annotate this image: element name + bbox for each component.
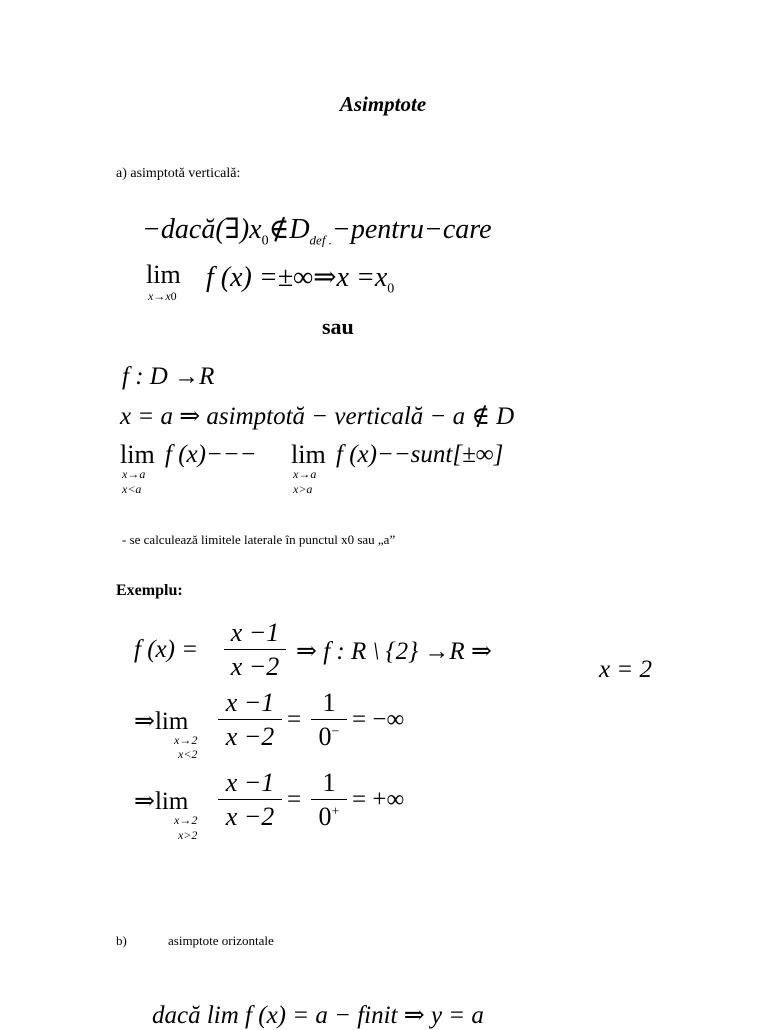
lim-right-sub1: x→a xyxy=(293,467,317,481)
line1-rest: −pentru−care xyxy=(331,214,492,245)
eq2-fraction xyxy=(218,690,282,750)
formula-line-2 xyxy=(206,260,394,298)
formula-line-5-end: f (x)−−sunt[±∞] xyxy=(336,441,504,468)
eq2-den-sup: − xyxy=(331,724,340,740)
eq3-denominator: x −2 xyxy=(225,802,275,831)
lim-right-sub2: x>a xyxy=(293,482,313,496)
eq3-den-zero: 0 xyxy=(318,802,332,831)
eq1-fraction xyxy=(224,620,286,680)
eq2-equals: = xyxy=(287,706,302,733)
eq3-fraction-2 xyxy=(311,770,347,830)
eq3-equals: = xyxy=(287,786,302,813)
formula-line-3: f : D →R xyxy=(122,363,215,390)
eq2-denominator: x −2 xyxy=(225,722,275,751)
lim-left-sub1: x→a xyxy=(122,467,146,481)
section-b-number: b) xyxy=(116,933,127,948)
lim-word-right: lim xyxy=(291,440,326,469)
eq2-fraction-bar-2 xyxy=(311,719,347,720)
formula-line-4: x = a ⇒ asimptotă − verticală − a ∉ D xyxy=(120,403,515,430)
eq3-denominator-2 xyxy=(311,804,347,830)
eq3-fraction-bar-2 xyxy=(311,799,347,800)
eq3-sub1: x→2 xyxy=(174,813,198,827)
line1-not: ∉D xyxy=(268,214,310,245)
eq3-fraction-bar xyxy=(218,799,282,800)
lim-sub-zero: 0 xyxy=(170,289,177,303)
lim-word: lim xyxy=(146,260,181,289)
eq2-numerator: x −1 xyxy=(225,688,275,717)
lateral-limits-note: - se calculează limitele laterale în punctul x0 sau „a” xyxy=(122,532,396,547)
lim-sub-text: x→x xyxy=(148,289,171,303)
eq1-right: ⇒ f : R \ {2} →R ⇒ xyxy=(296,638,492,665)
limit-left xyxy=(120,440,155,496)
sau-word: sau xyxy=(322,314,354,339)
eq2-fraction-2 xyxy=(311,690,347,750)
page-title: Asimptote xyxy=(339,92,427,116)
example-label: Exemplu: xyxy=(116,582,183,599)
lim-word-left: lim xyxy=(120,440,155,469)
eq1-denominator: x −2 xyxy=(230,652,280,681)
eq3-den-sup: + xyxy=(331,804,340,820)
eq1-result: x = 2 xyxy=(599,656,652,683)
formula-line-5-mid: f (x)−−− xyxy=(165,441,257,468)
line1-def: def . xyxy=(309,232,332,248)
formula-line-1 xyxy=(142,212,492,250)
eq2-sub1: x→2 xyxy=(174,733,198,747)
section-b-equation: dacă lim f (x) = a − finit ⇒ y = a xyxy=(152,1002,484,1029)
section-b-label: asimptote orizontale xyxy=(168,933,274,948)
line2-sub: 0 xyxy=(387,281,395,297)
limit-right xyxy=(291,440,326,496)
limit-line-2 xyxy=(146,260,181,303)
section-a-label: a) asimptotă verticală: xyxy=(116,166,241,181)
eq2-result: = −∞ xyxy=(352,706,405,733)
eq1-fraction-bar xyxy=(224,649,286,650)
eq2-denominator-2 xyxy=(311,724,347,750)
eq3-numerator: x −1 xyxy=(225,768,275,797)
eq2-sub2: x<2 xyxy=(178,747,198,761)
eq1-left: f (x) = xyxy=(134,636,199,663)
line1-text: −dacă(∃)x xyxy=(142,214,262,245)
lim-left-sub2: x<a xyxy=(122,482,142,496)
line2-body: f (x) =±∞⇒x =x xyxy=(206,262,388,293)
eq3-result: = +∞ xyxy=(352,786,405,813)
eq2-prefix: ⇒lim xyxy=(134,708,189,735)
eq3-prefix: ⇒lim xyxy=(134,788,189,815)
eq2-numerator-2: 1 xyxy=(322,688,336,717)
eq2-den-zero: 0 xyxy=(318,722,332,751)
lim-sub xyxy=(148,290,177,302)
eq3-sub2: x>2 xyxy=(178,828,198,842)
eq1-numerator: x −1 xyxy=(230,618,280,647)
eq2-fraction-bar xyxy=(218,719,282,720)
line1-sub: 0 xyxy=(261,233,269,249)
eq3-numerator-2: 1 xyxy=(322,768,336,797)
eq3-fraction xyxy=(218,770,282,830)
